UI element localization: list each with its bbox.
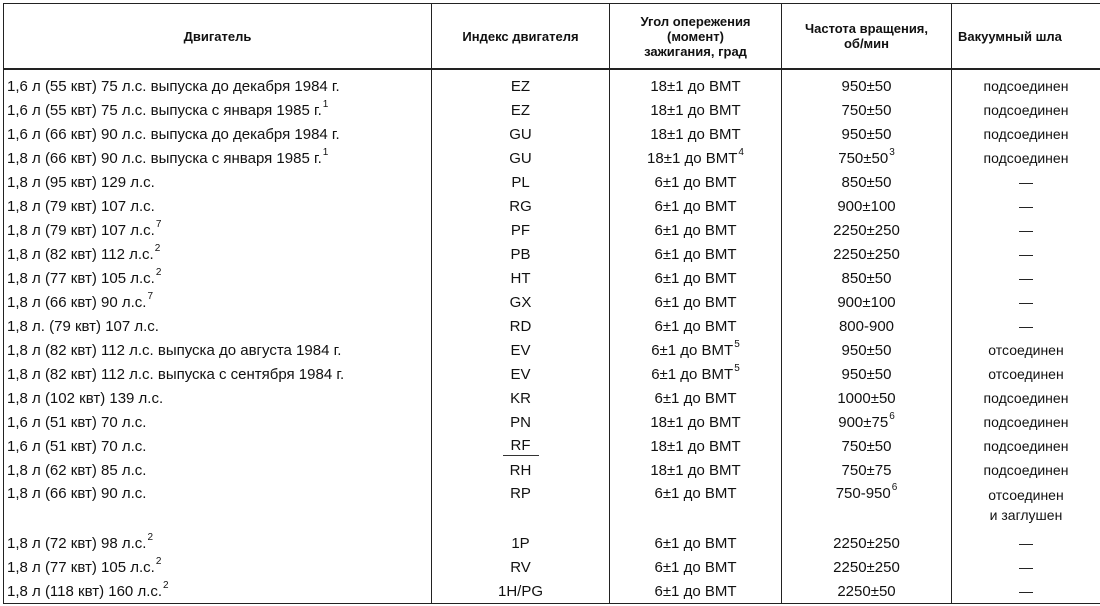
table-row — [4, 194, 1100, 218]
engine-cell — [4, 98, 432, 122]
vacuum-hose-cell — [952, 242, 1100, 266]
footnote-marker: 1 — [322, 146, 329, 158]
engine-index-cell-value: HT — [510, 269, 531, 287]
ignition-angle-cell — [610, 290, 782, 314]
engine-index-cell-value: RH — [509, 461, 532, 479]
table-row — [4, 146, 1100, 170]
footnote-marker: 2 — [155, 555, 162, 567]
ignition-angle-cell — [610, 314, 782, 338]
rotation-speed-cell — [782, 314, 952, 338]
table-row — [4, 98, 1100, 122]
engine-cell — [4, 531, 432, 555]
footnote-marker: 5 — [734, 362, 740, 374]
rotation-speed-cell-value: 750±50 — [841, 437, 892, 455]
table-row — [4, 242, 1100, 266]
footnote-marker: 1 — [322, 98, 329, 110]
engine-spec-table — [3, 3, 1100, 604]
rotation-speed-cell-value: 900±75 — [838, 413, 889, 431]
ignition-angle-cell-value: 6±1 до ВМТ — [654, 534, 737, 552]
table-row — [4, 386, 1100, 410]
vacuum-hose-cell — [952, 266, 1100, 290]
ignition-angle-cell — [610, 579, 782, 604]
engine-index-cell — [432, 458, 610, 482]
vacuum-hose-cell — [952, 434, 1100, 458]
engine-index-cell-value: 1H/PG — [497, 582, 543, 600]
engine-cell — [4, 482, 432, 531]
ignition-angle-cell-value: 18±1 до ВМТ — [650, 77, 741, 95]
engine-index-cell — [432, 266, 610, 290]
vacuum-hose-value: — — [1019, 317, 1033, 334]
engine-index-cell-value: PB — [510, 245, 531, 263]
vacuum-hose-cell — [952, 386, 1100, 410]
vacuum-hose-cell — [952, 362, 1100, 386]
engine-index-cell — [432, 122, 610, 146]
vacuum-hose-value-line2: и заглушен — [989, 507, 1063, 523]
ignition-angle-cell-value: 6±1 до ВМТ — [654, 173, 737, 191]
footnote-marker: 5 — [734, 338, 740, 350]
footnote-marker: 4 — [738, 146, 744, 158]
rotation-speed-cell — [782, 98, 952, 122]
rotation-speed-cell-value: 850±50 — [841, 269, 892, 287]
engine-cell — [4, 266, 432, 290]
vacuum-hose-value: — — [1019, 269, 1033, 286]
vacuum-hose-value: подсоединен — [983, 413, 1069, 430]
vacuum-hose-value: — — [1019, 173, 1033, 190]
engine-index-cell-value: PL — [511, 173, 530, 191]
footnote-marker: 3 — [889, 146, 895, 158]
engine-index-cell — [432, 386, 610, 410]
engine-cell-value: 1,6 л (51 квт) 70 л.с. — [7, 413, 147, 431]
header-engine-index: Индекс двигателя — [432, 4, 610, 70]
engine-cell-value: 1,8 л (82 квт) 112 л.с. выпуска до августа 1984 г. — [7, 341, 342, 359]
footnote-marker: 6 — [889, 410, 895, 422]
vacuum-hose-cell — [952, 314, 1100, 338]
rotation-speed-cell-value: 2250±250 — [833, 534, 900, 552]
engine-index-cell-value: GU — [509, 125, 532, 143]
rotation-speed-cell-value: 950±50 — [841, 125, 892, 143]
engine-cell — [4, 338, 432, 362]
table-row — [4, 290, 1100, 314]
vacuum-hose-cell — [952, 170, 1100, 194]
ignition-angle-cell-value: 6±1 до ВМТ — [654, 293, 737, 311]
rotation-speed-cell-value: 750±75 — [841, 461, 892, 479]
table-row — [4, 314, 1100, 338]
engine-cell — [4, 170, 432, 194]
engine-index-cell-value: EV — [510, 341, 531, 359]
header-rpm-line2: об/мин — [843, 36, 890, 51]
header-rpm-line1: Частота вращения, — [804, 21, 929, 36]
vacuum-hose-value: — — [1019, 197, 1033, 214]
ignition-angle-cell-value: 6±1 до ВМТ — [654, 197, 737, 215]
footnote-marker: 2 — [155, 266, 162, 278]
footnote-marker: 2 — [163, 579, 169, 591]
engine-index-cell — [432, 410, 610, 434]
ignition-angle-cell-value: 18±1 до ВМТ — [647, 149, 738, 167]
vacuum-hose-value: — — [1019, 245, 1033, 262]
engine-cell — [4, 122, 432, 146]
engine-index-cell — [432, 482, 610, 531]
engine-index-cell-value: RD — [509, 317, 532, 335]
rotation-speed-cell-value: 750±50 — [838, 149, 889, 167]
engine-index-cell — [432, 555, 610, 579]
engine-cell — [4, 458, 432, 482]
header-engine: Двигатель — [4, 4, 432, 70]
engine-cell — [4, 386, 432, 410]
rotation-speed-cell — [782, 579, 952, 604]
rotation-speed-cell — [782, 122, 952, 146]
engine-index-cell-value: EV — [510, 365, 531, 383]
engine-index-cell — [432, 170, 610, 194]
engine-cell-value: 1,8 л (77 квт) 105 л.с. — [7, 269, 155, 287]
rotation-speed-cell — [782, 531, 952, 555]
rotation-speed-cell-value: 850±50 — [841, 173, 892, 191]
engine-index-cell — [432, 290, 610, 314]
rotation-speed-cell — [782, 362, 952, 386]
table-body — [4, 69, 1100, 604]
vacuum-hose-cell — [952, 98, 1100, 122]
engine-cell — [4, 555, 432, 579]
ignition-angle-cell — [610, 122, 782, 146]
engine-cell-value: 1,6 л (55 квт) 75 л.с. выпуска до декабря 1984 г. — [7, 77, 340, 95]
header-ignition-angle — [610, 4, 782, 70]
engine-cell-value: 1,8 л (66 квт) 90 л.с. — [7, 293, 147, 311]
ignition-angle-cell-value: 6±1 до ВМТ — [651, 365, 734, 383]
engine-index-cell-value: RV — [510, 558, 531, 576]
ignition-angle-cell-value: 6±1 до ВМТ — [654, 269, 737, 287]
rotation-speed-cell-value: 2250±50 — [837, 582, 896, 600]
engine-index-cell-value: PN — [510, 413, 531, 431]
vacuum-hose-cell — [952, 146, 1100, 170]
engine-index-cell-value: EZ — [510, 77, 531, 95]
header-rotation-speed — [782, 4, 952, 70]
vacuum-hose-value: отсоединен — [988, 341, 1064, 358]
engine-index-cell — [432, 69, 610, 98]
engine-cell — [4, 242, 432, 266]
ignition-angle-cell — [610, 98, 782, 122]
ignition-angle-cell — [610, 194, 782, 218]
engine-index-cell — [432, 531, 610, 555]
header-ignition-line3: зажигания, град — [644, 43, 747, 59]
rotation-speed-cell — [782, 266, 952, 290]
engine-cell-value: 1,8 л (66 квт) 90 л.с. выпуска с января 1985 г. — [7, 149, 322, 167]
engine-cell — [4, 69, 432, 98]
ignition-angle-cell-value: 6±1 до ВМТ — [654, 245, 737, 263]
engine-index-cell — [432, 362, 610, 386]
engine-index-cell-value: EZ — [510, 101, 531, 119]
table-row — [4, 362, 1100, 386]
engine-index-cell — [432, 434, 610, 458]
ignition-angle-cell-value: 18±1 до ВМТ — [650, 461, 741, 479]
engine-index-cell — [432, 242, 610, 266]
ignition-angle-cell — [610, 531, 782, 555]
footnote-marker: 7 — [147, 290, 154, 302]
rotation-speed-cell-value: 2250±250 — [833, 558, 900, 576]
ignition-angle-cell-value: 6±1 до ВМТ — [654, 582, 737, 600]
rotation-speed-cell-value: 2250±250 — [833, 221, 900, 239]
ignition-angle-cell — [610, 69, 782, 98]
ignition-angle-cell-value: 6±1 до ВМТ — [654, 485, 737, 502]
engine-cell-value: 1,8 л (102 квт) 139 л.с. — [7, 389, 164, 407]
engine-cell-value: 1,8 л (62 квт) 85 л.с. — [7, 461, 147, 479]
engine-index-cell-value: KR — [510, 389, 531, 407]
vacuum-hose-cell — [952, 482, 1100, 531]
engine-index-cell-value: RP — [510, 485, 531, 502]
engine-cell-value: 1,8 л (72 квт) 98 л.с. — [7, 534, 147, 552]
engine-cell-value: 1,6 л (55 квт) 75 л.с. выпуска с января 1985 г. — [7, 101, 322, 119]
vacuum-hose-value: подсоединен — [983, 461, 1069, 478]
ignition-angle-cell-value: 6±1 до ВМТ — [654, 389, 737, 407]
rotation-speed-cell — [782, 434, 952, 458]
rotation-speed-cell — [782, 555, 952, 579]
table-row — [4, 122, 1100, 146]
header-row — [4, 4, 1100, 70]
vacuum-hose-value: подсоединен — [983, 389, 1069, 406]
table-row — [4, 338, 1100, 362]
table-row — [4, 410, 1100, 434]
rotation-speed-cell — [782, 290, 952, 314]
ignition-angle-cell — [610, 555, 782, 579]
vacuum-hose-value: подсоединен — [983, 125, 1069, 142]
engine-index-cell — [432, 338, 610, 362]
engine-index-cell-value: 1P — [511, 534, 530, 552]
vacuum-hose-cell — [952, 458, 1100, 482]
rotation-speed-cell-value: 800-900 — [838, 317, 895, 335]
ignition-angle-cell — [610, 170, 782, 194]
vacuum-hose-value: отсоединен — [988, 487, 1064, 503]
ignition-angle-cell — [610, 218, 782, 242]
vacuum-hose-cell — [952, 218, 1100, 242]
table-header — [4, 4, 1100, 70]
engine-cell-value: 1,6 л (51 квт) 70 л.с. — [7, 437, 147, 455]
rotation-speed-cell-value: 750-950 — [835, 485, 891, 502]
engine-index-cell-value: RG — [509, 197, 532, 215]
rotation-speed-cell — [782, 458, 952, 482]
rotation-speed-cell — [782, 69, 952, 98]
vacuum-hose-value: подсоединен — [983, 437, 1069, 454]
ignition-angle-cell — [610, 410, 782, 434]
rotation-speed-cell — [782, 386, 952, 410]
ignition-angle-cell-value: 18±1 до ВМТ — [650, 101, 741, 119]
ignition-angle-cell-value: 6±1 до ВМТ — [654, 558, 737, 576]
engine-cell-value: 1,8 л (82 квт) 112 л.с. — [7, 245, 154, 263]
vacuum-hose-cell — [952, 555, 1100, 579]
header-ignition-line2: (момент) — [667, 28, 724, 44]
table-row — [4, 266, 1100, 290]
vacuum-hose-cell — [952, 290, 1100, 314]
vacuum-hose-cell — [952, 531, 1100, 555]
engine-cell — [4, 579, 432, 604]
engine-index-cell-value: RF — [503, 437, 539, 456]
table-row — [4, 482, 1100, 531]
engine-cell — [4, 194, 432, 218]
table-row — [4, 434, 1100, 458]
vacuum-hose-value: — — [1019, 534, 1033, 551]
ignition-angle-cell-value: 6±1 до ВМТ — [654, 317, 737, 335]
footnote-marker: 2 — [147, 531, 154, 543]
engine-index-cell-value: GU — [509, 149, 532, 167]
rotation-speed-cell-value: 950±50 — [841, 77, 892, 95]
table-row — [4, 69, 1100, 98]
rotation-speed-cell-value: 750±50 — [841, 101, 892, 119]
engine-index-cell-value: PF — [510, 221, 531, 239]
vacuum-hose-value: подсоединен — [983, 101, 1069, 118]
engine-index-cell — [432, 579, 610, 604]
vacuum-hose-cell — [952, 410, 1100, 434]
rotation-speed-cell — [782, 242, 952, 266]
engine-index-cell — [432, 98, 610, 122]
ignition-angle-cell — [610, 338, 782, 362]
engine-index-cell — [432, 194, 610, 218]
engine-cell-value: 1,8 л (79 квт) 107 л.с. — [7, 197, 155, 215]
vacuum-hose-value: отсоединен — [988, 365, 1064, 382]
ignition-angle-cell — [610, 362, 782, 386]
engine-index-cell — [432, 146, 610, 170]
engine-cell-value: 1,8 л. (79 квт) 107 л.с. — [7, 317, 159, 335]
engine-cell — [4, 362, 432, 386]
vacuum-hose-cell — [952, 579, 1100, 604]
engine-cell — [4, 314, 432, 338]
vacuum-hose-cell — [952, 69, 1100, 98]
rotation-speed-cell-value: 950±50 — [841, 341, 892, 359]
header-ignition-line1: Угол опережения — [640, 13, 751, 29]
vacuum-hose-value: — — [1019, 293, 1033, 310]
rotation-speed-cell — [782, 194, 952, 218]
ignition-angle-cell-value: 18±1 до ВМТ — [650, 125, 741, 143]
ignition-angle-cell — [610, 458, 782, 482]
engine-cell-value: 1,6 л (66 квт) 90 л.с. выпуска до декабря 1984 г. — [7, 125, 340, 143]
table-row — [4, 218, 1100, 242]
engine-cell — [4, 290, 432, 314]
header-vacuum-hose: Вакуумный шла — [952, 4, 1100, 70]
vacuum-hose-cell — [952, 122, 1100, 146]
engine-cell-value: 1,8 л (79 квт) 107 л.с. — [7, 221, 155, 239]
engine-cell-value: 1,8 л (66 квт) 90 л.с. — [7, 485, 147, 502]
ignition-angle-cell-value: 18±1 до ВМТ — [650, 413, 741, 431]
rotation-speed-cell-value: 900±100 — [837, 293, 896, 311]
vacuum-hose-cell — [952, 194, 1100, 218]
ignition-angle-cell — [610, 386, 782, 410]
table-row — [4, 458, 1100, 482]
ignition-angle-cell-value: 6±1 до ВМТ — [651, 341, 734, 359]
ignition-angle-cell — [610, 242, 782, 266]
engine-index-cell — [432, 218, 610, 242]
engine-cell-value: 1,8 л (77 квт) 105 л.с. — [7, 558, 155, 576]
vacuum-hose-cell — [952, 338, 1100, 362]
engine-cell — [4, 434, 432, 458]
rotation-speed-cell — [782, 146, 952, 170]
footnote-marker: 6 — [891, 482, 898, 493]
ignition-angle-cell — [610, 434, 782, 458]
vacuum-hose-value: — — [1019, 558, 1033, 575]
engine-cell-value: 1,8 л (82 квт) 112 л.с. выпуска с сентября 1984 г. — [7, 365, 345, 383]
rotation-speed-cell — [782, 338, 952, 362]
table-row — [4, 579, 1100, 604]
engine-index-cell-value: GX — [509, 293, 532, 311]
engine-cell — [4, 146, 432, 170]
rotation-speed-cell-value: 1000±50 — [837, 389, 896, 407]
rotation-speed-cell — [782, 218, 952, 242]
engine-cell-value: 1,8 л (95 квт) 129 л.с. — [7, 173, 155, 191]
rotation-speed-cell-value: 2250±250 — [833, 245, 900, 263]
ignition-angle-cell-value: 6±1 до ВМТ — [654, 221, 737, 239]
rotation-speed-cell — [782, 170, 952, 194]
rotation-speed-cell-value: 900±100 — [837, 197, 896, 215]
engine-cell — [4, 410, 432, 434]
footnote-marker: 7 — [155, 218, 162, 230]
vacuum-hose-value: подсоединен — [983, 77, 1069, 94]
table-row — [4, 531, 1100, 555]
rotation-speed-cell — [782, 482, 952, 531]
ignition-angle-cell-value: 18±1 до ВМТ — [650, 437, 741, 455]
ignition-angle-cell — [610, 482, 782, 531]
ignition-angle-cell — [610, 266, 782, 290]
engine-cell-value: 1,8 л (118 квт) 160 л.с. — [7, 582, 163, 600]
engine-index-cell — [432, 314, 610, 338]
vacuum-hose-value: — — [1019, 221, 1033, 238]
table-row — [4, 170, 1100, 194]
engine-cell — [4, 218, 432, 242]
footnote-marker: 2 — [154, 242, 161, 254]
rotation-speed-cell-value: 950±50 — [841, 365, 892, 383]
rotation-speed-cell — [782, 410, 952, 434]
vacuum-hose-value: подсоединен — [983, 149, 1069, 166]
table-row — [4, 555, 1100, 579]
ignition-angle-cell — [610, 146, 782, 170]
vacuum-hose-value: — — [1019, 582, 1033, 599]
